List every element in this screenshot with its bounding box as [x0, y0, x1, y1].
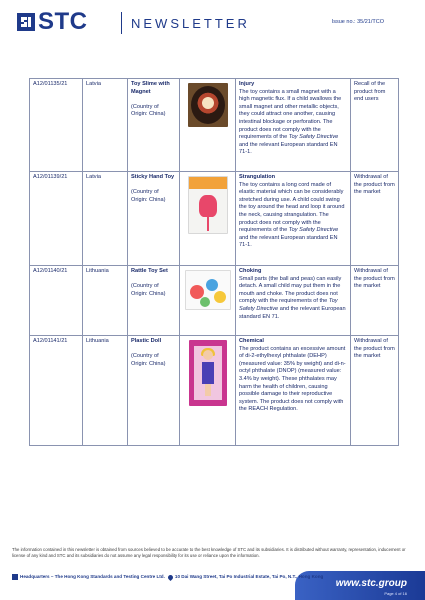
risk-text: The toy contains a long cord made of elastic material which can be considerably stretched during use. A child could swing the toy around the head and loop it around the neck, causing strangulation. The product does not comply with the requirements of the [239, 181, 345, 234]
measure-cell: Withdrawal of the product from the market [351, 336, 399, 446]
table-row [30, 336, 399, 446]
ref-cell: A12/01139/21 [30, 172, 83, 266]
building-icon [12, 574, 18, 580]
risk-title: Choking [239, 268, 262, 274]
ref-cell: A12/01135/21 [30, 79, 83, 172]
slime-jar-image [188, 83, 228, 127]
ref-cell: A12/01141/21 [30, 336, 83, 446]
risk-text-end: and the relevant European standard EN 71-1. [239, 234, 338, 249]
risk-text: The product contains an excessive amount of di-2-ethylhexyl phthalate (DEHP) (measured value: 35% by weight) and di-n-octyl phthalate (DNOP) (measured value: 3.4% by weight). These phthalates may harm the health of children, causing possible damage to their reproductive system. The product does not comply with the REACH Regulation. [239, 345, 346, 413]
product-cell [128, 266, 180, 336]
country-cell: Latvia [83, 79, 128, 172]
table-row [30, 79, 399, 172]
risk-text-end: and the relevant European standard EN 71-1. [239, 141, 338, 156]
risk-title: Strangulation [239, 174, 276, 180]
country-cell: Lithuania [83, 336, 128, 446]
product-origin: (Country of Origin: China) [131, 283, 166, 297]
table-row [30, 266, 399, 336]
ref-cell: A12/01140/21 [30, 266, 83, 336]
photo-cell [180, 79, 236, 172]
photo-cell [180, 172, 236, 266]
measure-cell: Withdrawal of the product from the market [351, 172, 399, 266]
hq-label: Headquarters – The Hong Kong Standards and Testing Centre Ltd. [20, 574, 165, 580]
website-link[interactable]: www.stc.group [335, 578, 407, 589]
risk-directive: Toy Safety Directive [288, 227, 339, 234]
risk-directive: Toy Safety Directive [239, 298, 338, 312]
location-pin-icon [167, 573, 174, 580]
photo-cell [180, 266, 236, 336]
header-divider [121, 12, 122, 34]
doll-box-image [189, 340, 227, 406]
measure-cell: Withdrawal of the product from the market [351, 266, 399, 336]
product-name: Plastic Doll [131, 338, 162, 344]
risk-cell [236, 336, 351, 446]
product-cell [128, 336, 180, 446]
sticky-hand-image [188, 176, 228, 234]
product-origin: (Country of Origin: China) [131, 103, 166, 118]
risk-text-end: and the relevant European standard EN 71. [239, 305, 346, 320]
stc-logo-icon [17, 13, 35, 31]
disclaimer-text: The information contained in this newsletter is obtained from sources believed to be accurate to the best knowledge of STC and its subsidiaries. It is distributed without warranty, representation, inducement or license of any kind and STC and its subsidiaries do not assume any legal responsibility for its use or reliance upon the information. [12, 547, 406, 558]
photo-cell [180, 336, 236, 446]
risk-text: The toy contains a small magnet with a high magnetic flux. If a child swallows the small magnet and other metallic objects, they could attract one another, causing intestinal blockage or perforation. The product does not comply with the requirements of the [239, 88, 342, 141]
page-number: Page 4 of 16 [384, 591, 407, 596]
risk-directive: Toy Safety Directive [288, 134, 339, 141]
product-cell [128, 79, 180, 172]
measure-cell: Recall of the product from end users [351, 79, 399, 172]
country-cell: Latvia [83, 172, 128, 266]
newsletter-title: NEWSLETTER [131, 16, 250, 31]
country-cell: Lithuania [83, 266, 128, 336]
risk-cell [236, 266, 351, 336]
hq-address: 10 Dai Wang Street, Tai Po Industrial Estate, Tai Po, N.T., Hong Kong [174, 574, 324, 580]
product-origin: (Country of Origin: China) [131, 189, 166, 203]
recall-table [29, 78, 398, 446]
risk-title: Injury [239, 81, 255, 87]
risk-cell [236, 172, 351, 266]
table-row [30, 172, 399, 266]
issue-number: Issue no.: 35/21/TCO [331, 19, 384, 25]
headquarters-line [12, 574, 323, 580]
product-name: Rattle Toy Set [131, 268, 168, 274]
stc-logo-text: STC [38, 8, 88, 35]
risk-title: Chemical [239, 338, 264, 344]
product-origin: (Country of Origin: China) [131, 353, 166, 367]
product-name: Toy Slime with Magnet [131, 81, 170, 95]
rattle-set-image [185, 270, 231, 310]
product-cell [128, 172, 180, 266]
risk-text: Small parts (the ball and peas) can easily detach. A small child may put them in the mouth and choke. The product does not comply with the requirements of the [239, 275, 342, 305]
product-name: Sticky Hand Toy [131, 174, 175, 180]
risk-cell [236, 79, 351, 172]
newsletter-header [0, 0, 425, 48]
